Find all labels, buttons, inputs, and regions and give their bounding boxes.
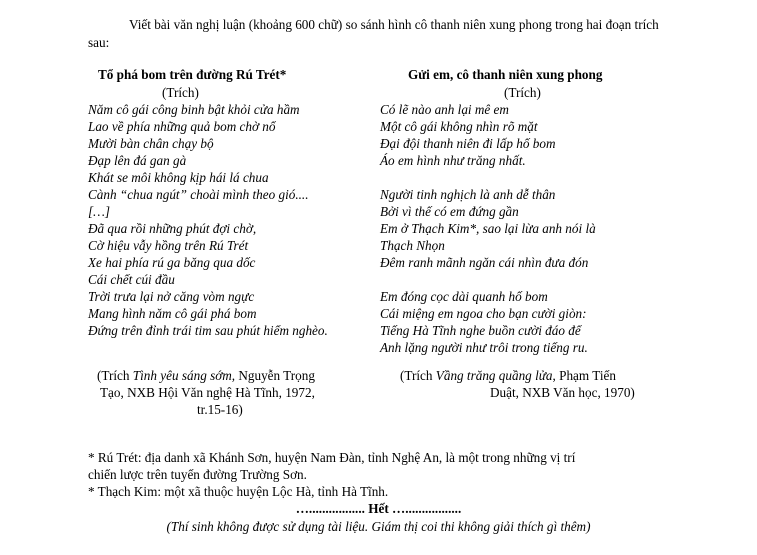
poem-line: Một cô gái không nhìn rõ mặt <box>380 119 538 134</box>
right-poem-lines <box>380 101 680 356</box>
source-line <box>400 367 662 384</box>
source-line: Duật, NXB Văn học, 1970) <box>490 385 635 400</box>
source-line: tr.15-16) <box>197 402 243 417</box>
poem-line: Thạch Nhọn <box>380 238 445 253</box>
exam-disclaimer: (Thí sinh không được sử dụng tài liệu. Giám thị coi thi không giải thích gì thêm) <box>166 519 591 534</box>
poem-line: Mười bàn chân chạy bộ <box>88 136 214 151</box>
source-author: Nguyễn Trọng <box>235 368 315 383</box>
footnote-thach-kim: * Thạch Kim: một xã thuộc huyện Lộc Hà, tỉnh Hà Tĩnh. <box>88 484 389 499</box>
poem-line: Khát se môi không kịp hái lá chua <box>88 170 269 185</box>
poem-line: Trời trưa lại nở căng vòm ngực <box>88 289 255 304</box>
source-prefix: (Trích <box>400 368 436 383</box>
end-marker: …................. Hết …................. <box>295 501 462 516</box>
poem-line: Đêm ranh mãnh ngăn cái nhìn đưa đón <box>380 255 589 270</box>
source-line: Tạo, NXB Hội Văn nghệ Hà Tĩnh, 1972, <box>100 385 315 400</box>
poem-line: Bởi vì thế có em đứng gần <box>380 204 519 219</box>
left-poem-title: Tổ phá bom trên đường Rú Trét* <box>98 67 287 82</box>
poem-line: Áo em hình như trăng nhất. <box>380 153 526 168</box>
poem-line: Em đóng cọc dài quanh hố bom <box>380 289 548 304</box>
left-poem <box>88 66 368 339</box>
stanza-break <box>380 169 680 186</box>
essay-prompt: Viết bài văn nghị luận (khoảng 600 chữ) so sánh hình cô thanh niên xung phong trong hai đoạn trích sau: <box>88 17 659 50</box>
poem-line: Em ở Thạch Kim*, sao lại lừa anh nói là <box>380 221 596 236</box>
stanza-break <box>380 271 680 288</box>
poem-line: Xe hai phía rú ga băng qua dốc <box>88 255 256 270</box>
right-poem <box>380 66 680 356</box>
poem-line: Người tinh nghịch là anh dễ thân <box>380 187 556 202</box>
poem-line: Đạp lên đá gan gà <box>88 153 187 168</box>
source-work-title: Vầng trăng quầng lửa <box>435 368 553 383</box>
right-poem-title: Gửi em, cô thanh niên xung phong <box>408 67 603 82</box>
poem-line: Có lẽ nào anh lại mê em <box>380 102 509 117</box>
source-author: , Phạm Tiến <box>552 368 616 383</box>
source-work-title: Tình yêu sáng sớm, <box>132 368 236 383</box>
footnote-ru-tret-cont: chiến lược trên tuyến đường Trường Sơn. <box>88 467 307 482</box>
poem-line: Tiếng Hà Tĩnh nghe buồn cười đáo để <box>380 323 581 338</box>
poem-line: […] <box>88 204 110 219</box>
footnotes <box>88 449 680 500</box>
poem-line: Năm cô gái công binh bật khỏi cửa hầm <box>88 102 300 117</box>
poem-line: Cờ hiệu vẫy hồng trên Rú Trét <box>88 238 249 253</box>
right-poem-source <box>400 367 662 401</box>
source-prefix: (Trích <box>97 368 133 383</box>
poem-line: Đứng trên đỉnh trái tim sau phút hiểm nghèo. <box>88 323 328 338</box>
left-poem-source <box>97 367 359 418</box>
poem-line: Cành “chua ngút” choài mình theo gió.... <box>88 187 309 202</box>
source-line <box>97 367 359 384</box>
footnote-ru-tret: * Rú Trét: địa danh xã Khánh Sơn, huyện Nam Đàn, tỉnh Nghệ An, là một trong những vị trí <box>88 450 576 465</box>
poem-line: Cái chết cúi đầu <box>88 272 175 287</box>
poem-line: Lao về phía những quả bom chờ nổ <box>88 119 276 134</box>
poem-line: Mang hình năm cô gái phá bom <box>88 306 257 321</box>
right-poem-subtitle: (Trích) <box>504 85 541 100</box>
poem-line: Đại đội thanh niên đi lấp hố bom <box>380 136 556 151</box>
poem-line: Cái miệng em ngoa cho bạn cười giòn: <box>380 306 587 321</box>
left-poem-subtitle: (Trích) <box>162 85 199 100</box>
poem-line: Anh lặng người như trôi trong tiếng ru. <box>380 340 588 355</box>
left-poem-lines <box>88 101 368 339</box>
poem-line: Đã qua rồi những phút đợi chờ, <box>88 221 257 236</box>
